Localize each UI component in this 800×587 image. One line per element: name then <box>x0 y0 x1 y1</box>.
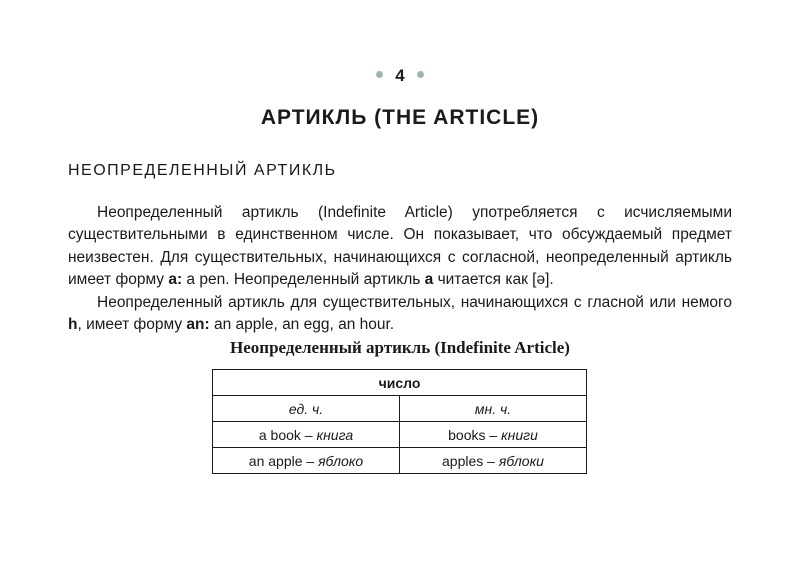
paragraph-1-text-2: a pen. Неопределенный артикль <box>182 271 425 289</box>
table-cell <box>400 448 587 474</box>
cell-english: apples – <box>442 452 499 469</box>
cell-english: an apple – <box>248 452 319 469</box>
cell-russian: книги <box>501 426 538 443</box>
paragraph-2-text-3: an apple, an egg, an hour. <box>209 316 395 334</box>
paragraph-2 <box>68 292 732 337</box>
table-cell <box>400 422 587 448</box>
cell-english: books – <box>448 426 502 443</box>
cell-russian: книга <box>316 426 354 443</box>
column-plural-label: мн. ч. <box>474 400 512 417</box>
table-row <box>213 448 587 474</box>
paragraph-2-text-1: Неопределенный артикль для существительных, начинающихся с гласной или немого <box>97 293 732 311</box>
cell-russian: яблоки <box>498 452 544 469</box>
paragraph-2-bold-1: h <box>68 316 78 334</box>
table-cell <box>213 422 400 448</box>
column-singular-label: ед. ч. <box>288 400 324 417</box>
table-cell <box>213 448 400 474</box>
body-text <box>68 202 732 336</box>
dot-left-icon <box>376 71 383 78</box>
paragraph-1-bold-1: a: <box>168 271 183 289</box>
article-table <box>212 369 587 474</box>
dot-right-icon <box>417 71 424 78</box>
section-heading: НЕОПРЕДЕЛЕННЫЙ АРТИКЛЬ <box>68 162 337 179</box>
paragraph-1-text-1: Неопределенный артикль (Indefinite Article) употребляется с исчисляемыми существительными в единственном числе. Он показывает, что обсуждаемый предмет неизвестен. Для существительных, начинающихся с согласной, неопределенный артикль имеет форму <box>68 204 732 289</box>
paragraph-1-bold-2: a <box>424 271 434 289</box>
cell-english: a book – <box>258 426 317 443</box>
page-number: 4 <box>395 66 405 85</box>
cell-russian: яблоко <box>318 452 364 469</box>
table-row <box>213 422 587 448</box>
paragraph-1 <box>68 202 732 292</box>
chapter-title: АРТИКЛЬ (THE ARTICLE) <box>260 106 540 129</box>
table-header-row <box>213 370 587 396</box>
page-number-line <box>0 66 800 86</box>
paragraph-2-text-2: , имеет форму <box>77 316 187 334</box>
paragraph-2-bold-2: an: <box>186 316 210 334</box>
column-singular <box>213 396 400 422</box>
column-plural <box>400 396 587 422</box>
paragraph-1-text-3: читается как [ə]. <box>433 271 554 289</box>
table-columns-row <box>213 396 587 422</box>
table-caption: Неопределенный артикль (Indefinite Article) <box>230 338 570 357</box>
table-header-number: число <box>213 370 587 396</box>
